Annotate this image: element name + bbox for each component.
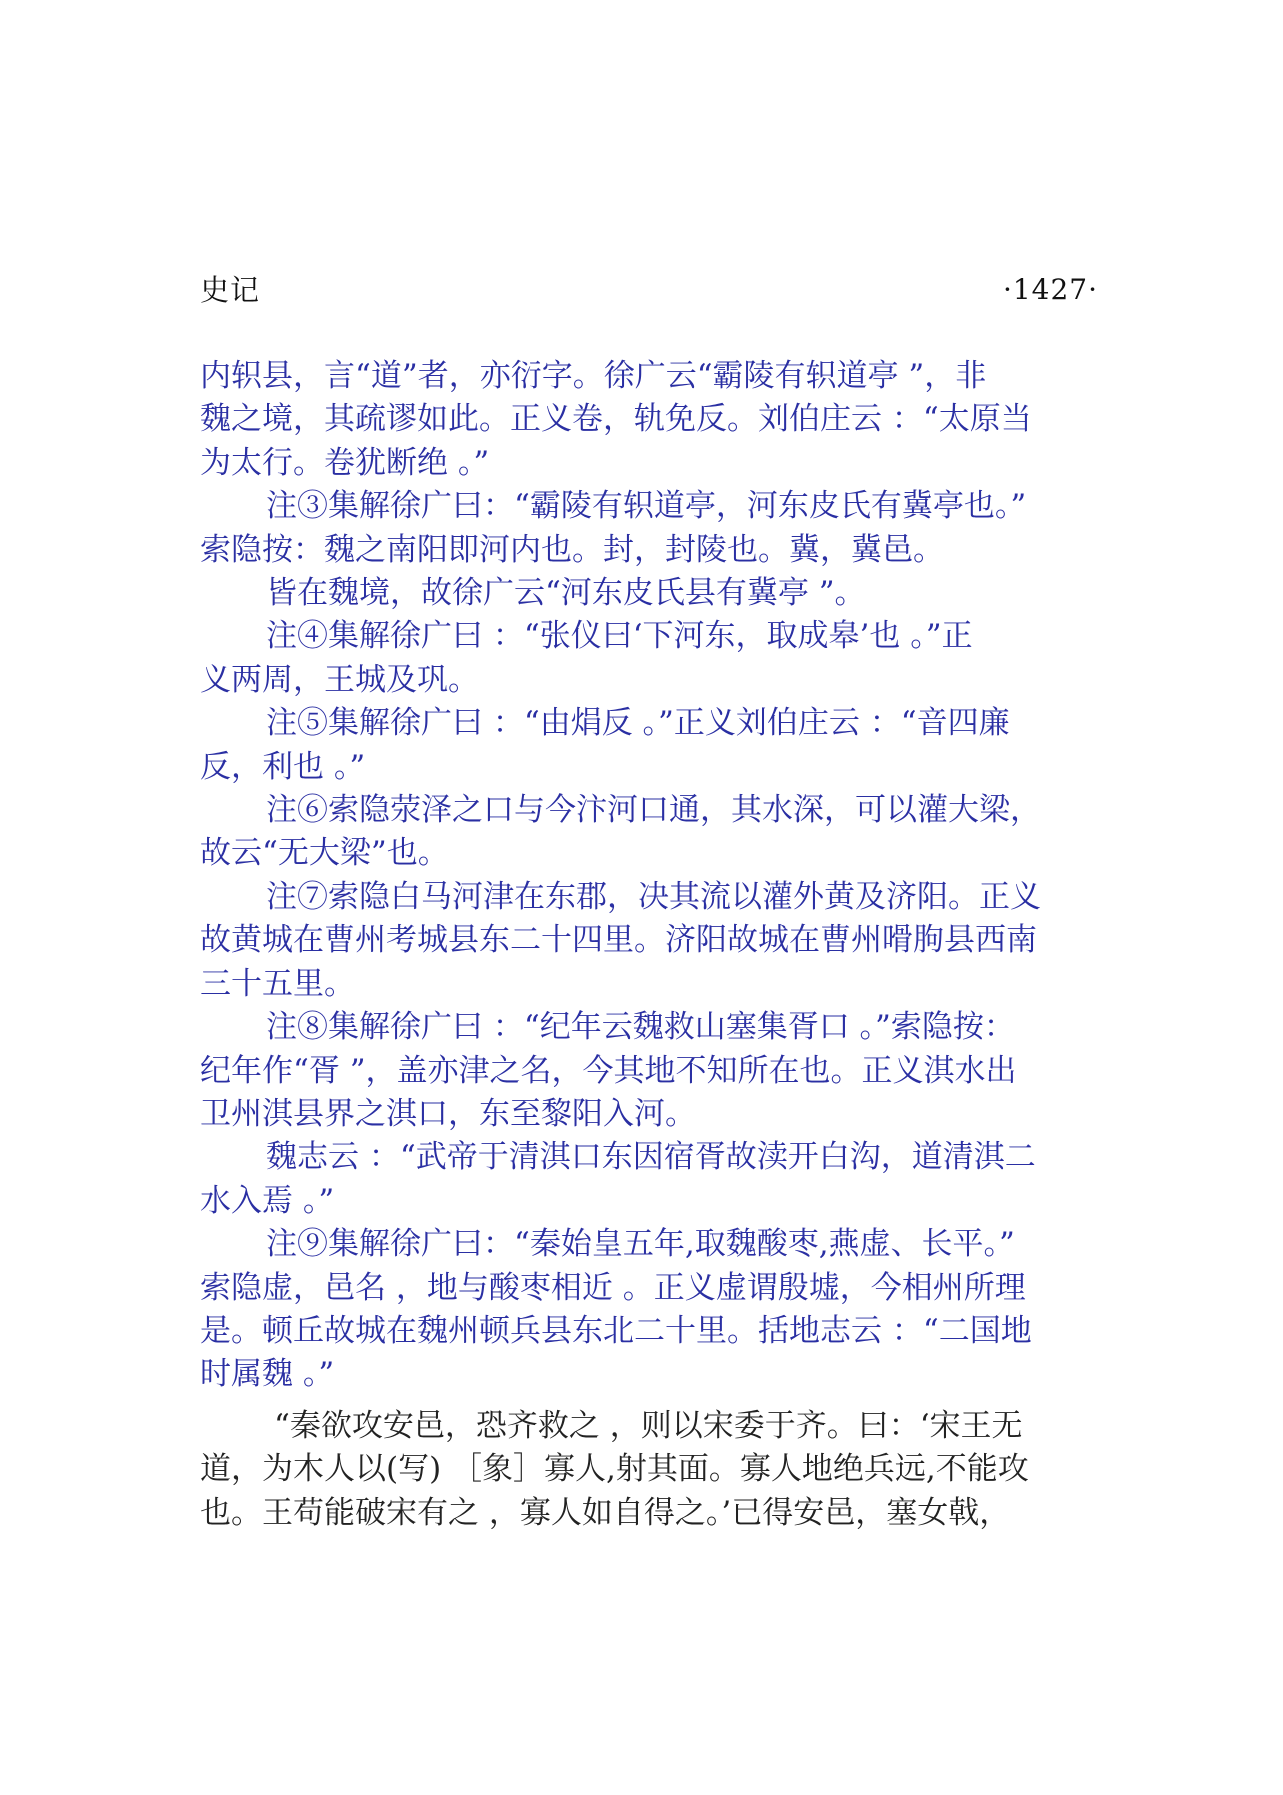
note-8 <box>200 1006 1098 1136</box>
text-line: 也。王苟能破宋有之 ，寡人如自得之。’已得安邑，塞女戟， <box>200 1494 1011 1531</box>
text-line: 魏之境，其疏谬如此。正义卷，轨免反。刘伯庄云 ：“太原当 <box>200 401 1032 438</box>
text-line: 义两周，王城及巩。 <box>200 661 479 698</box>
page-header <box>200 268 1098 312</box>
text-line: 时属魏 。” <box>200 1356 335 1393</box>
commentary-body <box>200 355 1098 1535</box>
text-line: 注③集解徐广曰：“霸陵有轵道亭，河东皮氏有冀亭也。” <box>266 488 1027 525</box>
text-line: 索隐按：魏之南阳即河内也。封，封陵也。冀，冀邑。 <box>200 531 944 568</box>
text-line: 是。顿丘故城在魏州顿兵县东北二十里。括地志云 ：“二国地 <box>200 1312 1032 1349</box>
text-line: 为太行。卷犹断绝 。” <box>200 444 490 481</box>
note-7 <box>200 876 1098 1006</box>
note-9 <box>200 1223 1098 1397</box>
paragraph-continuation <box>200 355 1098 485</box>
text-line: “秦欲攻安邑，恐齐救之 ，则以宋委于齐。曰：‘宋王无 <box>274 1407 1023 1444</box>
text-line: 索隐虚，邑名 ，地与酸枣相近 。正义虚谓殷墟，今相州所理 <box>200 1269 1026 1306</box>
text-line: 注④集解徐广曰 ：“张仪曰‘下河东，取成皋’也 。”正 <box>266 618 973 655</box>
text-line: 注⑧集解徐广曰 ：“纪年云魏救山塞集胥口 。”索隐按： <box>266 1009 1015 1046</box>
book-title: 史记 <box>200 273 261 307</box>
note-6 <box>200 789 1098 876</box>
text-line: 三十五里。 <box>200 965 355 1002</box>
text-line: 注⑤集解徐广曰 ：“由焆反 。”正义刘伯庄云 ：“音四廉 <box>266 705 1010 742</box>
note-5 <box>200 702 1098 789</box>
note-8-continued <box>200 1136 1098 1223</box>
main-text-quote <box>200 1405 1098 1535</box>
note-3-continued <box>200 572 1098 615</box>
text-line: 道，为木人以(写) ［象］寡人,射其面。寡人地绝兵远,不能攻 <box>200 1451 1029 1488</box>
text-line: 水入焉 。” <box>200 1182 335 1219</box>
text-line: 纪年作“胥 ”，盖亦津之名，今其地不知所在也。正义淇水出 <box>200 1052 1017 1089</box>
text-line: 魏志云 ：“武帝于清淇口东因宿胥故渎开白沟，道清淇二 <box>266 1139 1036 1176</box>
text-line: 注⑥索隐荥泽之口与今汴河口通，其水深，可以灌大梁， <box>266 792 1041 829</box>
text-line: 皆在魏境，故徐广云“河东皮氏县有冀亭 ”。 <box>266 575 866 612</box>
text-line: 注⑦索隐白马河津在东郡，决其流以灌外黄及济阳。正义 <box>266 878 1041 915</box>
text-line: 卫州淇县界之淇口，东至黎阳入河。 <box>200 1095 696 1132</box>
text-line: 故黄城在曹州考城县东二十四里。济阳故城在曹州嗗朐县西南 <box>200 922 1037 959</box>
text-line: 故云“无大梁”也。 <box>200 835 449 872</box>
text-line: 注⑨集解徐广曰：“秦始皇五年,取魏酸枣,燕虚、长平。” <box>266 1226 1015 1263</box>
text-line: 反，利也 。” <box>200 748 366 785</box>
page-number: ·1427· <box>1002 273 1098 306</box>
text-line: 内轵县，言“道”者，亦衍字。徐广云“霸陵有轵道亭 ”，非 <box>200 358 987 394</box>
note-4 <box>200 615 1098 702</box>
note-3 <box>200 485 1098 572</box>
